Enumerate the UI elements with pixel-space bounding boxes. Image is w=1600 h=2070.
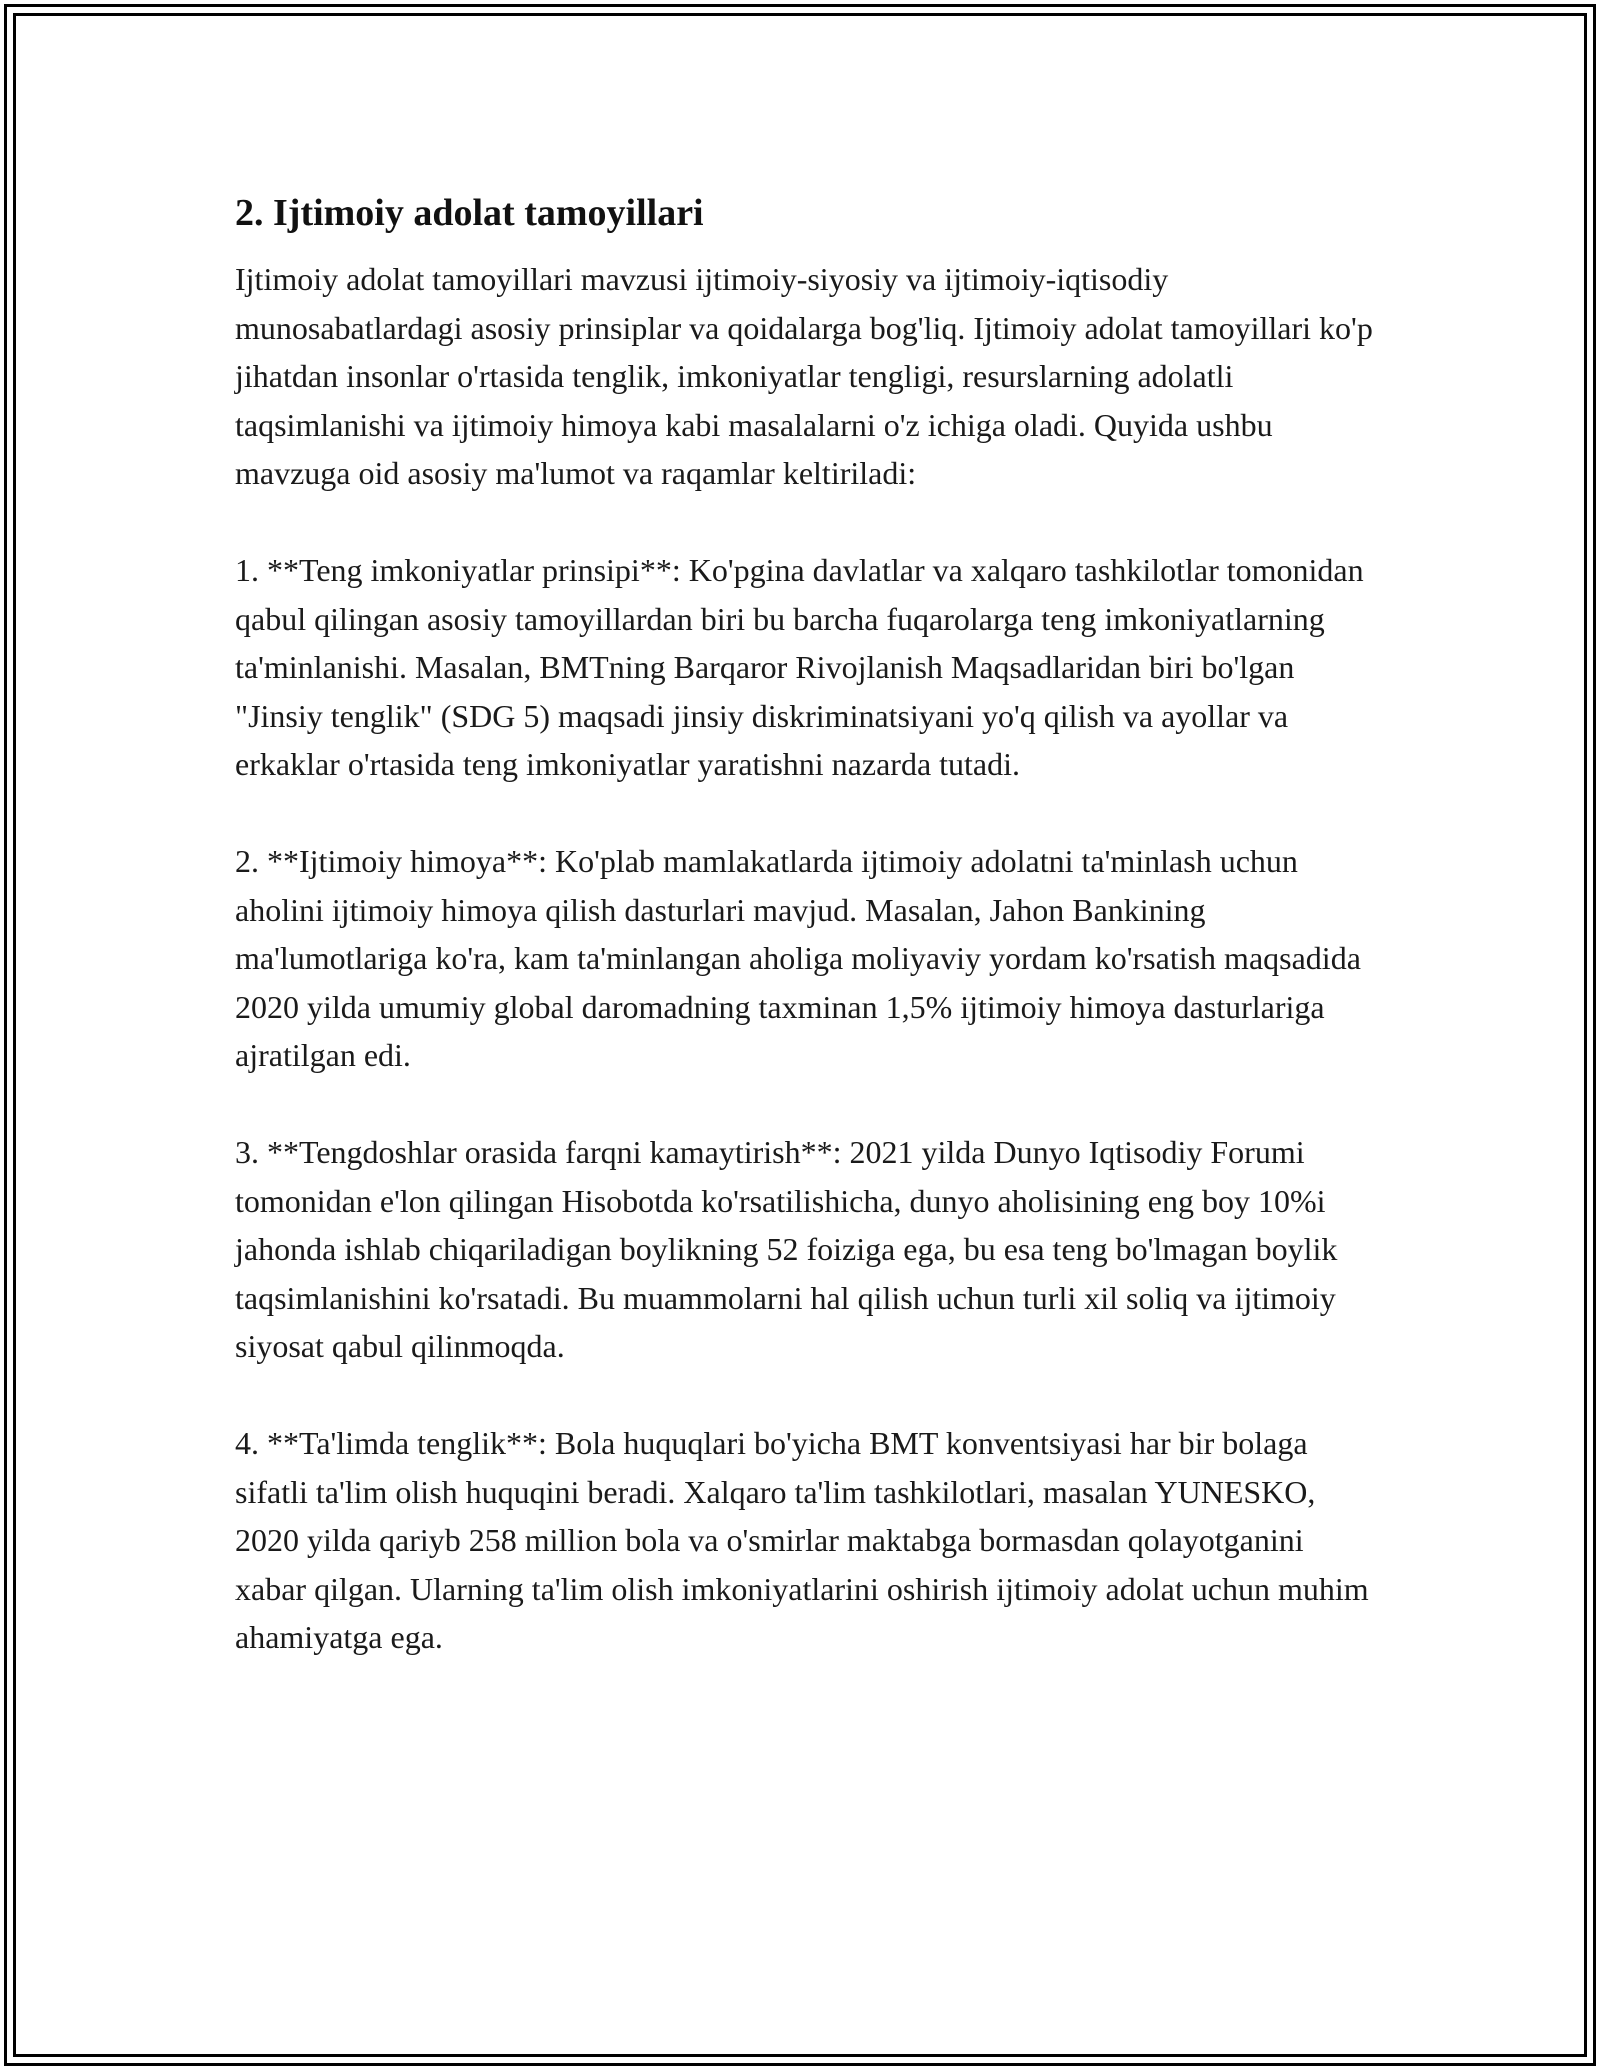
document-body [235, 185, 1375, 1710]
paragraph-equal-opportunity: 1. **Teng imkoniyatlar prinsipi**: Ko'pgina davlatlar va xalqaro tashkilotlar tomonidan qabul qilingan asosiy tamoyillardan biri bu barcha fuqarolarga teng imkoniyatlarning ta'minlanishi. Masalan, BMTning Barqaror Rivojlanish Maqsadlaridan biri bo'lgan "Jinsiy tenglik" (SDG 5) maqsadi jinsiy diskriminatsiyani yo'q qilish va ayollar va erkaklar o'rtasida teng imkoniyatlar yaratishni nazarda tutadi. [235, 552, 1364, 782]
intro-paragraph: Ijtimoiy adolat tamoyillari mavzusi ijtimoiy-siyosiy va ijtimoiy-iqtisodiy munosabatlardagi asosiy prinsiplar va qoidalarga bog'liq. Ijtimoiy adolat tamoyillari ko'p jihatdan insonlar o'rtasida tenglik, imkoniyatlar tengligi, resurslarning adolatli taqsimlanishi va ijtimoiy himoya kabi masalalarni o'z ichiga oladi. Quyida ushbu mavzuga oid asosiy ma'lumot va raqamlar keltiriladi: [235, 261, 1373, 491]
paragraph-education-equality: 4. **Ta'limda tenglik**: Bola huquqlari bo'yicha BMT konventsiyasi har bir bolaga sifatli ta'lim olish huquqini beradi. Xalqaro ta'lim tashkilotlari, masalan YUNESKO, 2020 yilda qariyb 258 million bola va o'smirlar maktabga bormasdan qolayotganini xabar qilgan. Ularning ta'lim olish imkoniyatlarini oshirish ijtimoiy adolat uchun muhim ahamiyatga ega. [235, 1425, 1369, 1655]
paragraph-reducing-inequality: 3. **Tengdoshlar orasida farqni kamaytirish**: 2021 yilda Dunyo Iqtisodiy Forumi tomonidan e'lon qilingan Hisobotda ko'rsatilishicha, dunyo aholisining eng boy 10%i jahonda ishlab chiqariladigan boylikning 52 foiziga ega, bu esa teng bo'lmagan boylik taqsimlanishini ko'rsatadi. Bu muammolarni hal qilish uchun turli xil soliq va ijtimoiy siyosat qabul qilinmoqda. [235, 1134, 1338, 1364]
paragraph-social-protection: 2. **Ijtimoiy himoya**: Ko'plab mamlakatlarda ijtimoiy adolatni ta'minlash uchun aholini ijtimoiy himoya qilish dasturlari mavjud. Masalan, Jahon Bankining ma'lumotlariga ko'ra, kam ta'minlangan aholiga moliyaviy yordam ko'rsatish maqsadida 2020 yilda umumiy global daromadning taxminan 1,5% ijtimoiy himoya dasturlariga ajratilgan edi. [235, 843, 1361, 1073]
section-heading: 2. Ijtimoiy adolat tamoyillari [235, 192, 704, 234]
